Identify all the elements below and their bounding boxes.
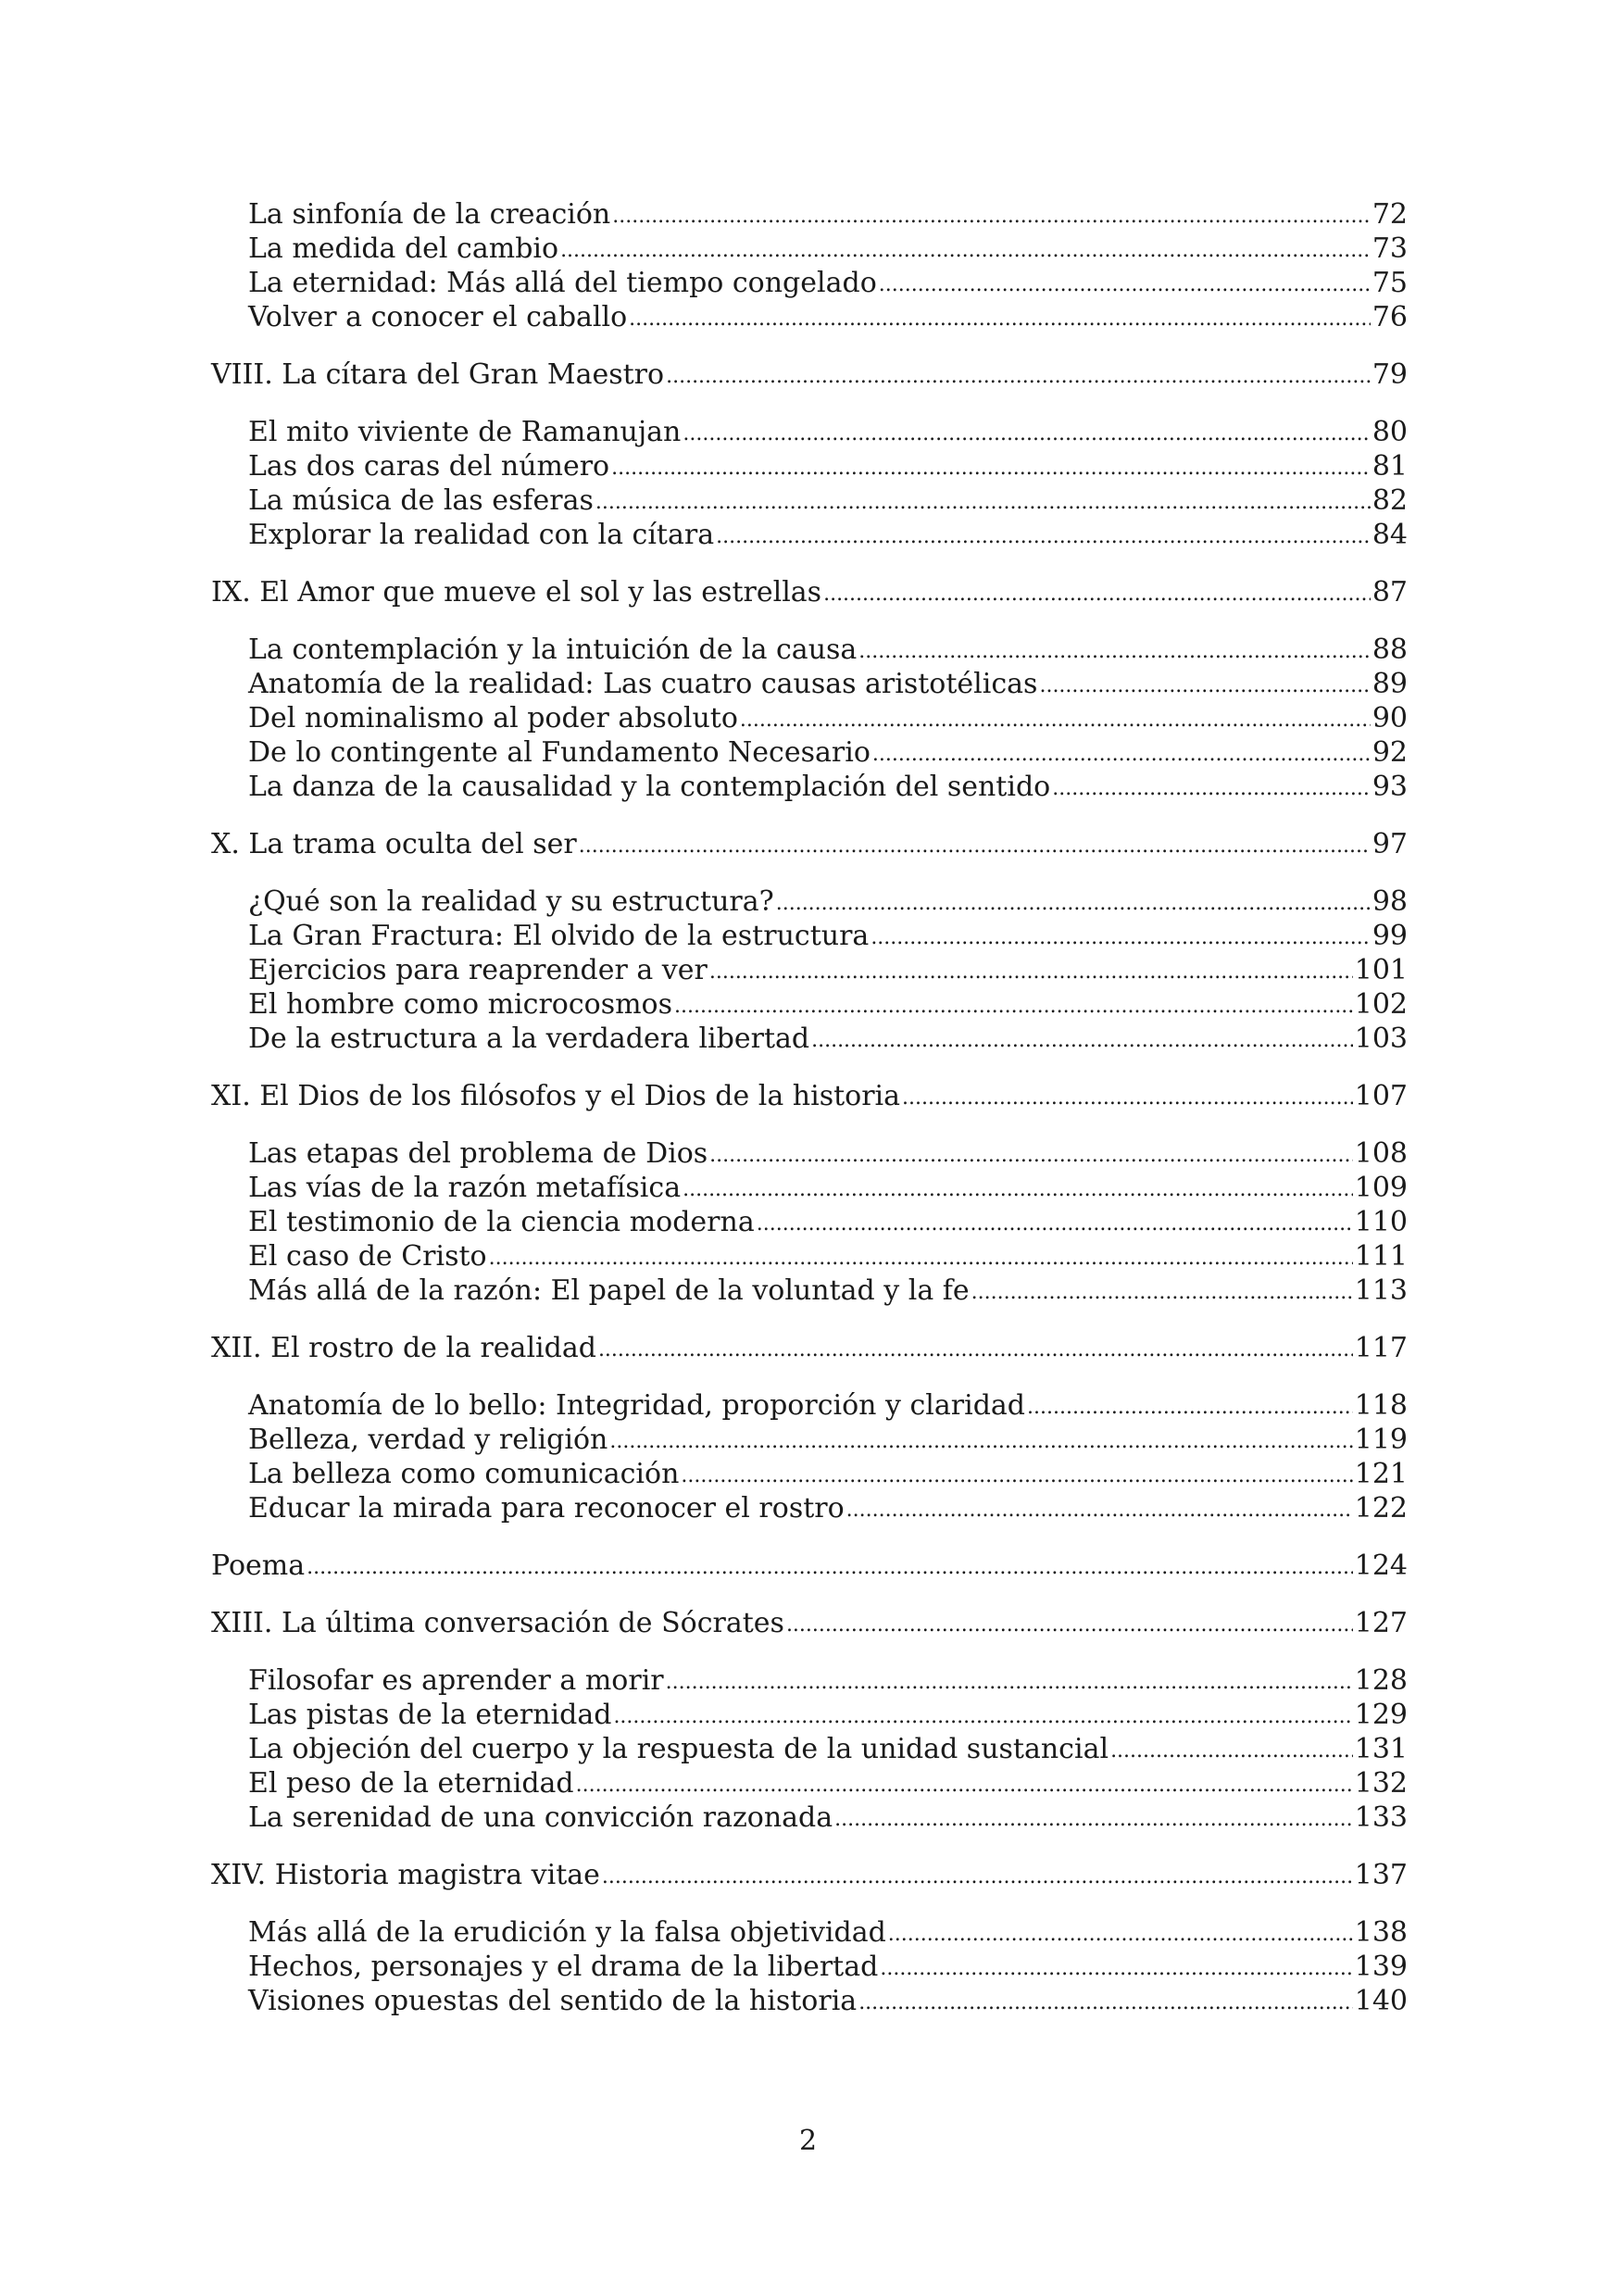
toc-entry-title: Filosofar es aprender a morir	[248, 1664, 664, 1697]
toc-entry-title: La medida del cambio	[248, 232, 559, 265]
toc-entry-title: La Gran Fractura: El olvido de la estructura	[248, 920, 870, 952]
dot-leader	[609, 1422, 1352, 1459]
dot-leader	[716, 517, 1371, 554]
dot-leader	[560, 231, 1371, 268]
toc-section-entry[interactable]	[211, 266, 1408, 300]
toc-entry-title: La eternidad: Más allá del tiempo congelado	[248, 267, 877, 299]
toc-section-entry[interactable]	[211, 1423, 1408, 1457]
toc-entry-title: Las etapas del problema de Dios	[248, 1137, 708, 1170]
toc-chapter-entry[interactable]	[211, 827, 1408, 861]
toc-entry-page: 81	[1372, 450, 1408, 483]
toc-entry-title: XIV. Historia magistra vitae	[211, 1859, 600, 1891]
toc-section-entry[interactable]	[211, 449, 1408, 483]
toc-section-entry[interactable]	[211, 885, 1408, 919]
page-number: 2	[798, 2125, 818, 2157]
toc-entry-page: 109	[1354, 1172, 1408, 1204]
dot-leader	[858, 632, 1371, 669]
dot-leader	[629, 299, 1371, 336]
toc-group	[211, 1549, 1408, 1583]
toc-section-entry[interactable]	[211, 197, 1408, 232]
dot-leader	[757, 1204, 1353, 1241]
toc-section-entry[interactable]	[211, 633, 1408, 667]
dot-leader	[811, 1021, 1353, 1058]
toc-entry-page: 73	[1372, 232, 1408, 265]
toc-group	[211, 1331, 1408, 1525]
toc-entry-title: Más allá de la erudición y la falsa objetividad	[248, 1916, 886, 1949]
dot-leader	[613, 1697, 1352, 1734]
toc-entry-page: 111	[1354, 1240, 1408, 1273]
dot-leader	[1110, 1731, 1353, 1768]
toc-entry-page: 108	[1354, 1137, 1408, 1170]
toc-chapter-entry[interactable]	[211, 358, 1408, 392]
dot-leader	[1039, 666, 1370, 703]
toc-entry-page: 124	[1354, 1549, 1408, 1582]
toc-section-entry[interactable]	[211, 1491, 1408, 1525]
dot-leader	[681, 1456, 1352, 1493]
toc-section-entry[interactable]	[211, 919, 1408, 953]
toc-section-entry[interactable]	[211, 1022, 1408, 1056]
toc-entry-title: La serenidad de una convicción razonada	[248, 1801, 833, 1834]
toc-section-entry[interactable]	[211, 1766, 1408, 1800]
dot-leader	[576, 1765, 1353, 1802]
toc-entry-title: Las pistas de la eternidad	[248, 1699, 612, 1731]
table-of-contents	[211, 197, 1408, 2018]
toc-section-entry[interactable]	[211, 518, 1408, 552]
toc-entry-title: Las vías de la razón metafísica	[248, 1172, 682, 1204]
toc-entry-title: Anatomía de lo bello: Integridad, proporción y claridad	[248, 1389, 1026, 1422]
dot-leader	[888, 1914, 1353, 1951]
toc-entry-page: 117	[1354, 1332, 1408, 1364]
toc-section-entry[interactable]	[211, 1663, 1408, 1698]
toc-entry-title: Ejercicios para reaprender a ver	[248, 954, 708, 986]
toc-entry-title: El mito viviente de Ramanujan	[248, 416, 682, 448]
toc-entry-title: La sinfonía de la creación	[248, 198, 611, 231]
toc-entry-title: La objeción del cuerpo y la respuesta de la unidad sustancial	[248, 1733, 1109, 1765]
dot-leader	[880, 1949, 1352, 1986]
dot-leader	[823, 574, 1371, 611]
toc-section-entry[interactable]	[211, 1984, 1408, 2018]
toc-entry-page: 72	[1372, 198, 1408, 231]
toc-entry-title: De la estructura a la verdadera libertad	[248, 1023, 810, 1055]
toc-section-entry[interactable]	[211, 300, 1408, 334]
dot-leader	[1027, 1387, 1353, 1424]
toc-chapter-entry[interactable]	[211, 1331, 1408, 1365]
toc-entry-page: 137	[1354, 1859, 1408, 1891]
toc-section-entry[interactable]	[211, 1732, 1408, 1766]
toc-entry-page: 89	[1372, 668, 1408, 700]
toc-entry-page: 97	[1372, 828, 1408, 860]
toc-entry-title: Hechos, personajes y el drama de la libertad	[248, 1951, 879, 1983]
toc-entry-title: X. La trama oculta del ser	[211, 828, 577, 860]
toc-section-entry[interactable]	[211, 701, 1408, 735]
dot-leader	[579, 826, 1371, 863]
toc-entry-title: Visiones opuestas del sentido de la historia	[248, 1985, 858, 2017]
toc-group	[211, 197, 1408, 334]
toc-entry-title: De lo contingente al Fundamento Necesario	[248, 736, 871, 769]
toc-entry-page: 84	[1372, 519, 1408, 551]
toc-entry-title: La belleza como comunicación	[248, 1458, 680, 1490]
toc-entry-title: Poema	[211, 1549, 306, 1582]
dot-leader	[834, 1800, 1353, 1837]
toc-entry-page: 138	[1354, 1916, 1408, 1949]
dot-leader	[709, 1135, 1353, 1173]
toc-entry-page: 93	[1372, 771, 1408, 803]
toc-entry-title: El testimonio de la ciencia moderna	[248, 1206, 755, 1238]
toc-entry-page: 103	[1354, 1023, 1408, 1055]
dot-leader	[307, 1548, 1353, 1585]
toc-chapter-entry[interactable]	[211, 1606, 1408, 1640]
toc-entry-page: 87	[1372, 576, 1408, 609]
toc-entry-page: 101	[1354, 954, 1408, 986]
dot-leader	[902, 1078, 1353, 1115]
dot-leader	[489, 1238, 1353, 1275]
toc-entry-title: Belleza, verdad y religión	[248, 1424, 608, 1456]
toc-chapter-entry[interactable]	[211, 575, 1408, 609]
dot-leader	[1052, 769, 1371, 806]
toc-entry-title: Educar la mirada para reconocer el rostro	[248, 1492, 845, 1524]
toc-section-entry[interactable]	[211, 1171, 1408, 1205]
dot-leader	[602, 1857, 1353, 1894]
toc-entry-page: 99	[1372, 920, 1408, 952]
dot-leader	[971, 1273, 1353, 1310]
toc-entry-page: 139	[1354, 1951, 1408, 1983]
toc-section-entry[interactable]	[211, 1698, 1408, 1732]
toc-group	[211, 1606, 1408, 1835]
toc-entry-page: 88	[1372, 634, 1408, 666]
toc-entry-page: 82	[1372, 484, 1408, 517]
toc-entry-page: 140	[1354, 1985, 1408, 2017]
toc-section-entry[interactable]	[211, 770, 1408, 804]
toc-entry-page: 121	[1354, 1458, 1408, 1490]
toc-section-entry[interactable]	[211, 232, 1408, 266]
dot-leader	[598, 1330, 1353, 1367]
dot-leader	[683, 414, 1370, 451]
toc-entry-title: ¿Qué son la realidad y su estructura?	[248, 885, 774, 918]
toc-section-entry[interactable]	[211, 1136, 1408, 1171]
toc-entry-page: 128	[1354, 1664, 1408, 1697]
toc-entry-page: 131	[1354, 1733, 1408, 1765]
toc-entry-page: 122	[1354, 1492, 1408, 1524]
toc-entry-title: El hombre como microcosmos	[248, 988, 673, 1021]
toc-entry-page: 92	[1372, 736, 1408, 769]
toc-entry-title: La música de las esferas	[248, 484, 594, 517]
toc-entry-title: XIII. La última conversación de Sócrates	[211, 1607, 784, 1639]
toc-section-entry[interactable]	[211, 1205, 1408, 1239]
toc-section-entry[interactable]	[211, 1800, 1408, 1835]
toc-group	[211, 1079, 1408, 1308]
toc-group	[211, 1858, 1408, 2018]
toc-group	[211, 827, 1408, 1056]
toc-entry-page: 129	[1354, 1699, 1408, 1731]
toc-chapter-entry[interactable]	[211, 1549, 1408, 1583]
dot-leader	[683, 1170, 1353, 1207]
toc-group	[211, 575, 1408, 804]
toc-chapter-entry[interactable]	[211, 1858, 1408, 1892]
dot-leader	[786, 1605, 1353, 1642]
toc-entry-page: 102	[1354, 988, 1408, 1021]
dot-leader	[776, 884, 1371, 921]
toc-entry-title: Del nominalismo al poder absoluto	[248, 702, 738, 734]
toc-section-entry[interactable]	[211, 1388, 1408, 1423]
dot-leader	[666, 357, 1371, 394]
dot-leader	[612, 196, 1371, 233]
toc-entry-title: La contemplación y la intuición de la causa	[248, 634, 858, 666]
toc-section-entry[interactable]	[211, 953, 1408, 987]
toc-entry-page: 132	[1354, 1767, 1408, 1800]
dot-leader	[871, 918, 1371, 955]
toc-entry-page: 75	[1372, 267, 1408, 299]
toc-entry-title: La danza de la causalidad y la contemplación del sentido	[248, 771, 1051, 803]
toc-section-entry[interactable]	[211, 735, 1408, 770]
toc-entry-page: 118	[1354, 1389, 1408, 1422]
toc-section-entry[interactable]	[211, 415, 1408, 449]
toc-section-entry[interactable]	[211, 987, 1408, 1022]
dot-leader	[666, 1662, 1353, 1700]
toc-entry-title: Las dos caras del número	[248, 450, 610, 483]
toc-entry-page: 110	[1354, 1206, 1408, 1238]
toc-section-entry[interactable]	[211, 1950, 1408, 1984]
toc-entry-page: 76	[1372, 301, 1408, 333]
toc-entry-title: Más allá de la razón: El papel de la voluntad y la fe	[248, 1274, 970, 1307]
dot-leader	[611, 448, 1371, 485]
dot-leader	[709, 952, 1353, 989]
toc-entry-title: Explorar la realidad con la cítara	[248, 519, 715, 551]
dot-leader	[740, 700, 1371, 737]
toc-entry-page: 107	[1354, 1080, 1408, 1112]
toc-entry-page: 133	[1354, 1801, 1408, 1834]
toc-entry-page: 113	[1354, 1274, 1408, 1307]
dot-leader	[858, 1983, 1353, 2020]
toc-entry-page: 90	[1372, 702, 1408, 734]
toc-entry-page: 119	[1354, 1424, 1408, 1456]
toc-section-entry[interactable]	[211, 483, 1408, 518]
toc-entry-page: 98	[1372, 885, 1408, 918]
toc-entry-page: 79	[1372, 358, 1408, 391]
toc-section-entry[interactable]	[211, 1915, 1408, 1950]
toc-group	[211, 358, 1408, 552]
dot-leader	[879, 265, 1371, 302]
toc-entry-title: El peso de la eternidad	[248, 1767, 574, 1800]
toc-chapter-entry[interactable]	[211, 1079, 1408, 1113]
toc-entry-title: XII. El rostro de la realidad	[211, 1332, 596, 1364]
toc-entry-title: XI. El Dios de los filósofos y el Dios de la historia	[211, 1080, 901, 1112]
toc-entry-title: IX. El Amor que mueve el sol y las estrellas	[211, 576, 822, 609]
dot-leader	[674, 986, 1353, 1023]
toc-entry-title: VIII. La cítara del Gran Maestro	[211, 358, 665, 391]
toc-entry-title: El caso de Cristo	[248, 1240, 487, 1273]
dot-leader	[846, 1490, 1353, 1527]
dot-leader	[872, 734, 1371, 772]
toc-section-entry[interactable]	[211, 1239, 1408, 1273]
toc-section-entry[interactable]	[211, 1273, 1408, 1308]
toc-section-entry[interactable]	[211, 667, 1408, 701]
dot-leader	[595, 483, 1371, 520]
toc-section-entry[interactable]	[211, 1457, 1408, 1491]
toc-entry-page: 127	[1354, 1607, 1408, 1639]
toc-entry-page: 80	[1372, 416, 1408, 448]
toc-entry-title: Anatomía de la realidad: Las cuatro causas aristotélicas	[248, 668, 1038, 700]
toc-entry-title: Volver a conocer el caballo	[248, 301, 628, 333]
